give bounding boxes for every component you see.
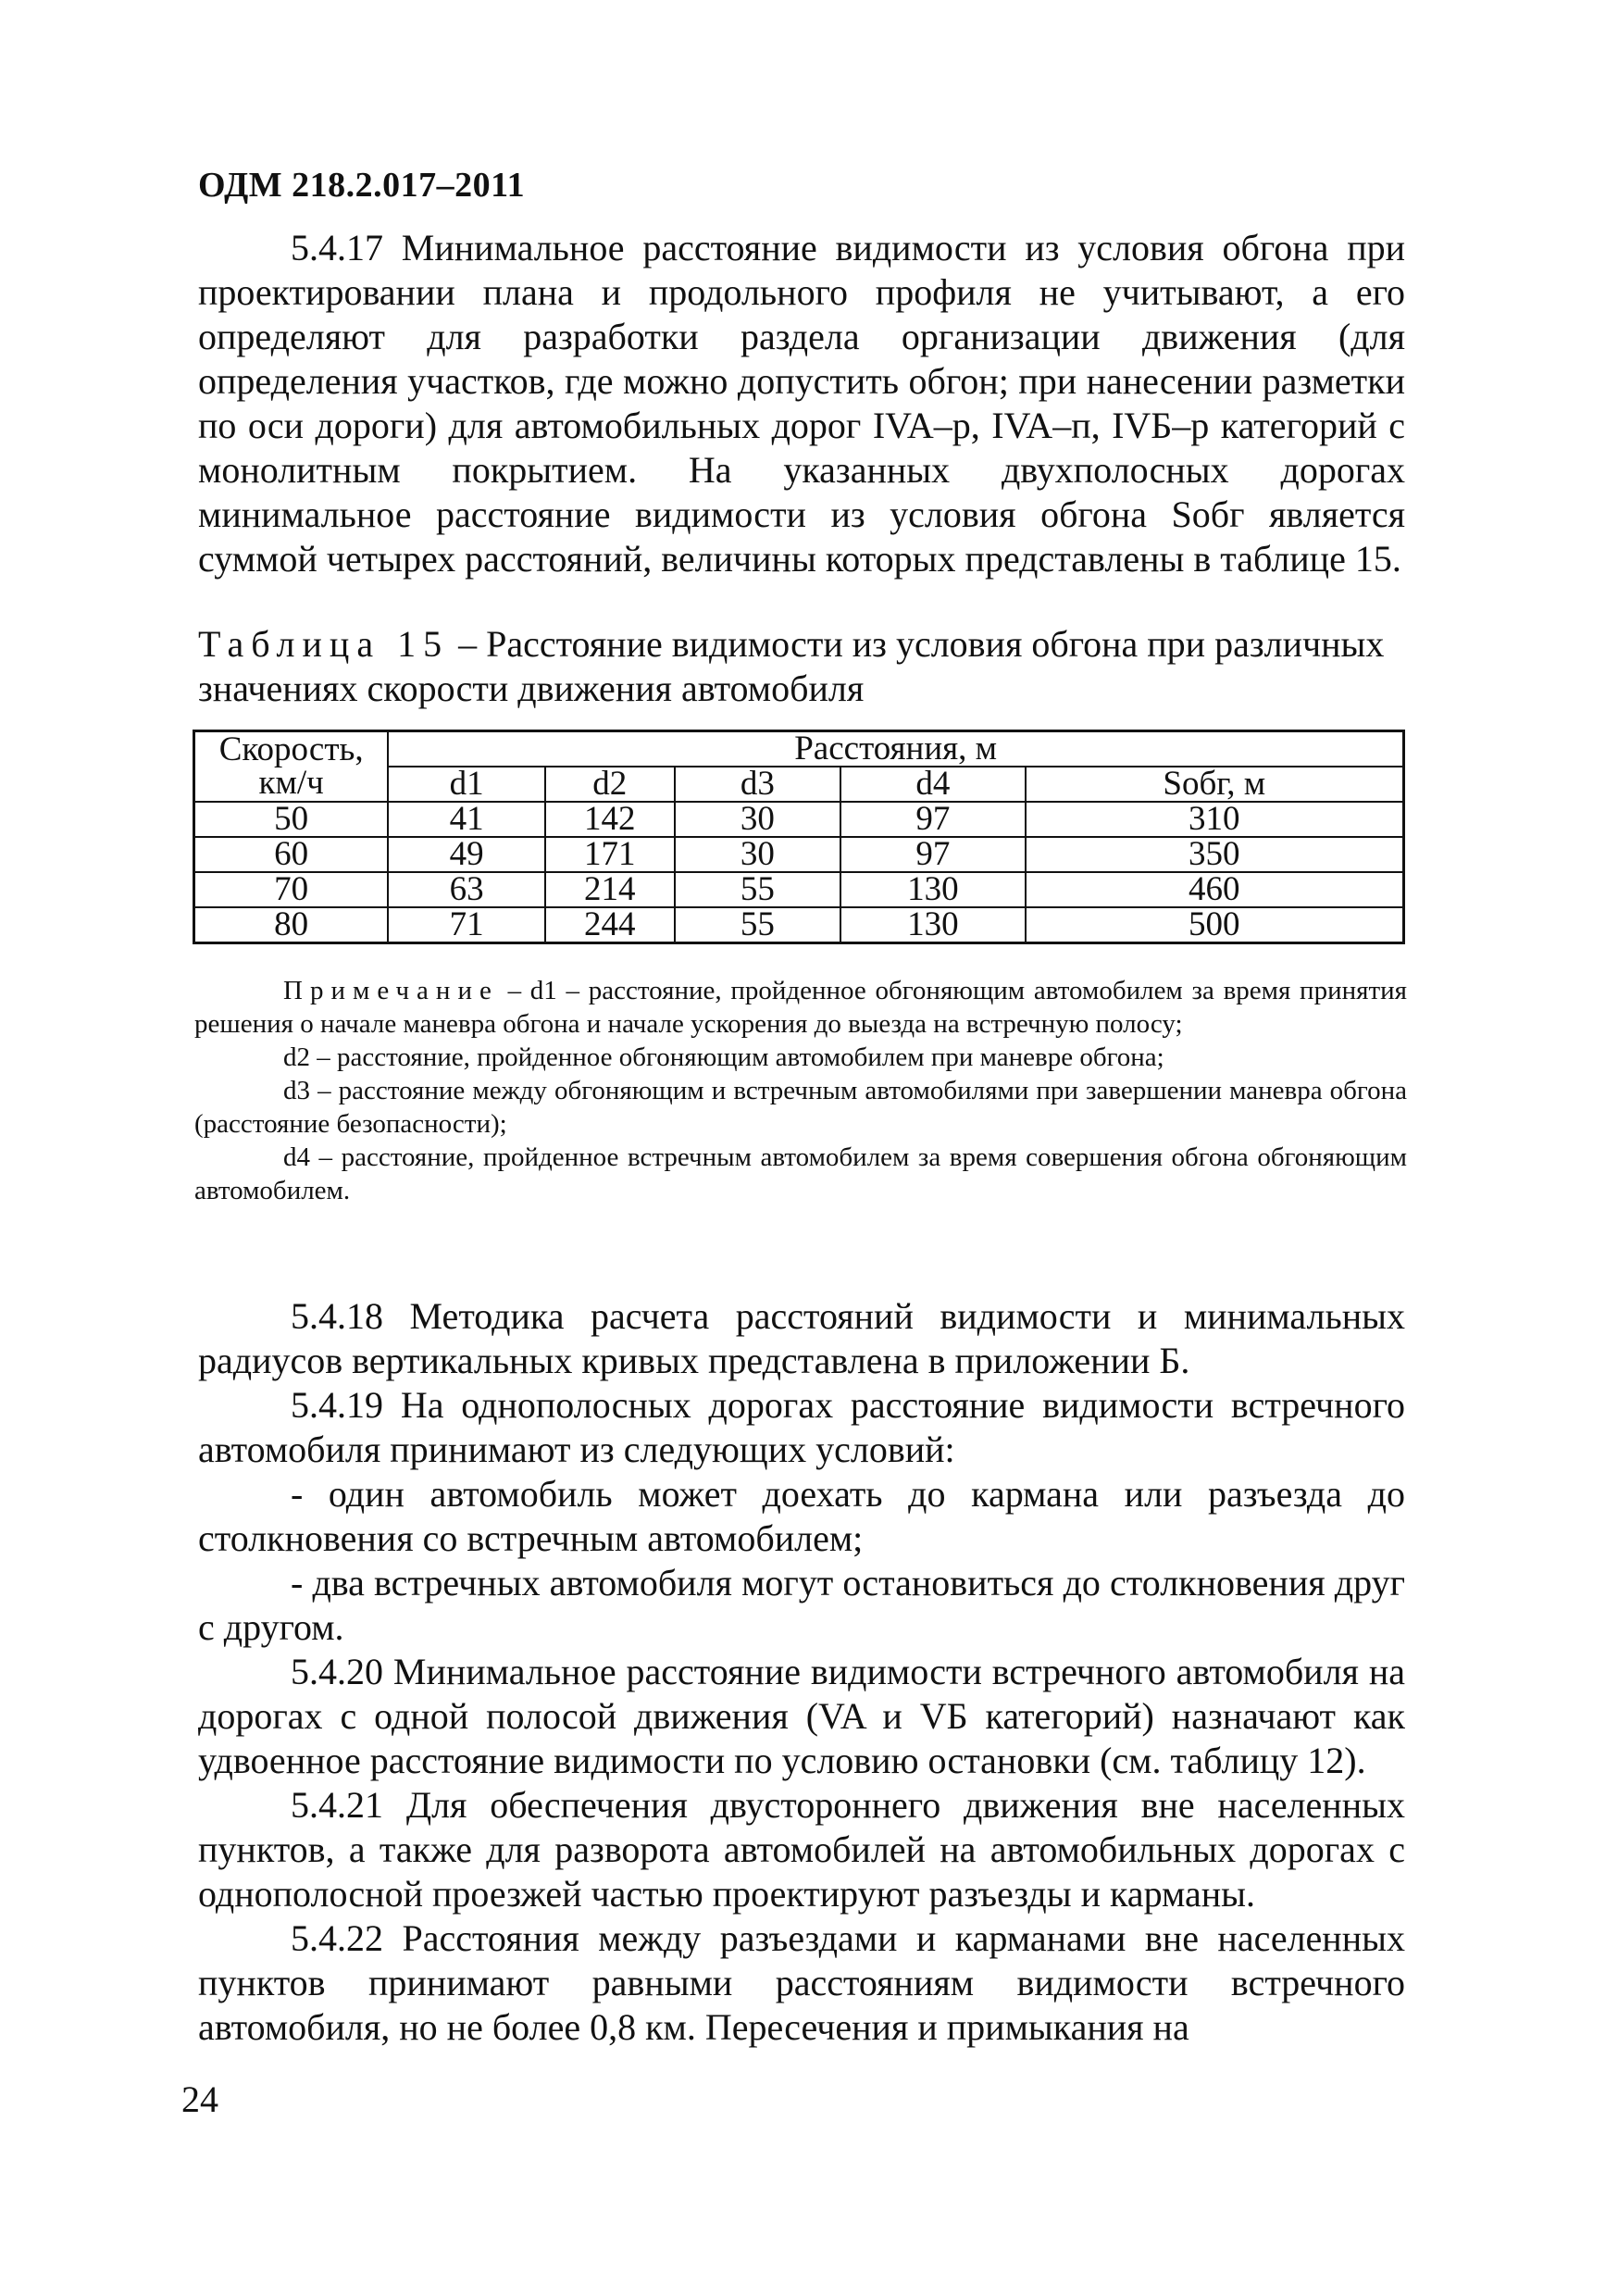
cell-speed: 50 <box>194 802 389 837</box>
page-number: 24 <box>181 2078 218 2120</box>
header-d1: d1 <box>388 767 545 802</box>
cell-speed: 70 <box>194 872 389 907</box>
header-speed: Скорость, км/ч <box>194 731 389 803</box>
table-note <box>194 974 1407 1207</box>
cell-s: 460 <box>1026 872 1404 907</box>
header-d2: d2 <box>545 767 675 802</box>
paragraph-5-4-17: 5.4.17 Минимальное расстояние видимости из условия обгона при проектировании плана и продольного профиля не учитывают, а его определяют для разработки раздела организации движения (для определения участков, где можно допустить обгон; при нанесении разметки по оси дороги) для автомобильных дорог IVA–р, IVA–п, IVБ–р категорий с монолитным покрытием. На указанных двухполосных дорогах минимальное расстояние видимости из условия обгона Sобг является суммой четырех расстояний, величины которых представлены в таблице 15. <box>198 227 1405 580</box>
header-distances: Расстояния, м <box>388 731 1403 767</box>
table-caption <box>198 622 1405 711</box>
cell-s: 310 <box>1026 802 1404 837</box>
header-d4: d4 <box>840 767 1026 802</box>
cell-d4: 97 <box>840 837 1026 872</box>
cell-speed: 80 <box>194 907 389 943</box>
cell-d1: 49 <box>388 837 545 872</box>
table-row <box>194 802 1404 837</box>
note-d1 <box>194 974 1407 1041</box>
paragraph-5-4-19: 5.4.19 На однополосных дорогах расстояние видимости встречного автомобиля принимают из следующих условий: <box>198 1384 1405 1470</box>
table-caption-label: Таблица 15 <box>198 623 450 665</box>
note-label: Примечание <box>283 976 499 1005</box>
table-row <box>194 872 1404 907</box>
cell-d3: 30 <box>675 802 841 837</box>
cell-d2: 142 <box>545 802 675 837</box>
paragraph-5-4-20: 5.4.20 Минимальное расстояние видимости встречного автомобиля на дорогах с одной полосой движения (VA и VБ категорий) назначают как удвоенное расстояние видимости по условию остановки (см. таблицу 12). <box>198 1651 1405 1781</box>
cell-d4: 130 <box>840 907 1026 943</box>
cell-d4: 130 <box>840 872 1026 907</box>
cell-d3: 55 <box>675 907 841 943</box>
table-row <box>194 837 1404 872</box>
cell-d3: 30 <box>675 837 841 872</box>
bullet-2: - два встречных автомобиля могут остановиться до столкновения друг с другом. <box>198 1562 1405 1648</box>
cell-d4: 97 <box>840 802 1026 837</box>
note-d2: d2 – расстояние, пройденное обгоняющим автомобилем при маневре обгона; <box>283 1042 1164 1072</box>
cell-d1: 71 <box>388 907 545 943</box>
table-row <box>194 907 1404 943</box>
note-d1-text: – d1 – расстояние, пройденное обгоняющим автомобилем за время принятия решения о начале маневра обгона и начале ускорения до выезда на встречную полосу; <box>194 976 1407 1039</box>
document-code: ОДМ 218.2.017–2011 <box>198 166 526 205</box>
cell-d3: 55 <box>675 872 841 907</box>
paragraph-5-4-22: 5.4.22 Расстояния между разъездами и карманами вне населенных пунктов принимают равными расстояниям видимости встречного автомобиля, но не более 0,8 км. Пересечения и примыкания на <box>198 1917 1405 2048</box>
cell-d1: 63 <box>388 872 545 907</box>
paragraph-5-4-21: 5.4.21 Для обеспечения двустороннего движения вне населенных пунктов, а также для разворота автомобилей на автомобильных дорогах с однополосной проезжей частью проектируют разъезды и карманы. <box>198 1784 1405 1915</box>
note-d3: d3 – расстояние между обгоняющим и встречным автомобилями при завершении маневра обгона (расстояние безопасности); <box>194 1076 1407 1139</box>
header-d3: d3 <box>675 767 841 802</box>
cell-d2: 171 <box>545 837 675 872</box>
cell-s: 350 <box>1026 837 1404 872</box>
cell-d2: 214 <box>545 872 675 907</box>
cell-d1: 41 <box>388 802 545 837</box>
paragraph-5-4-18: 5.4.18 Методика расчета расстояний видимости и минимальных радиусов вертикальных кривых представлена в приложении Б. <box>198 1295 1405 1381</box>
visibility-table <box>193 730 1405 944</box>
table-caption-text: – Расстояние видимости из условия обгона при различных значениях скорости движения автомобиля <box>198 623 1385 709</box>
note-d4: d4 – расстояние, пройденное встречным автомобилем за время совершения обгона обгоняющим автомобилем. <box>194 1142 1407 1205</box>
cell-d2: 244 <box>545 907 675 943</box>
bullet-1: - один автомобиль может доехать до кармана или разъезда до столкновения со встречным автомобилем; <box>198 1473 1405 1559</box>
header-s: Sобг, м <box>1026 767 1404 802</box>
cell-speed: 60 <box>194 837 389 872</box>
cell-s: 500 <box>1026 907 1404 943</box>
